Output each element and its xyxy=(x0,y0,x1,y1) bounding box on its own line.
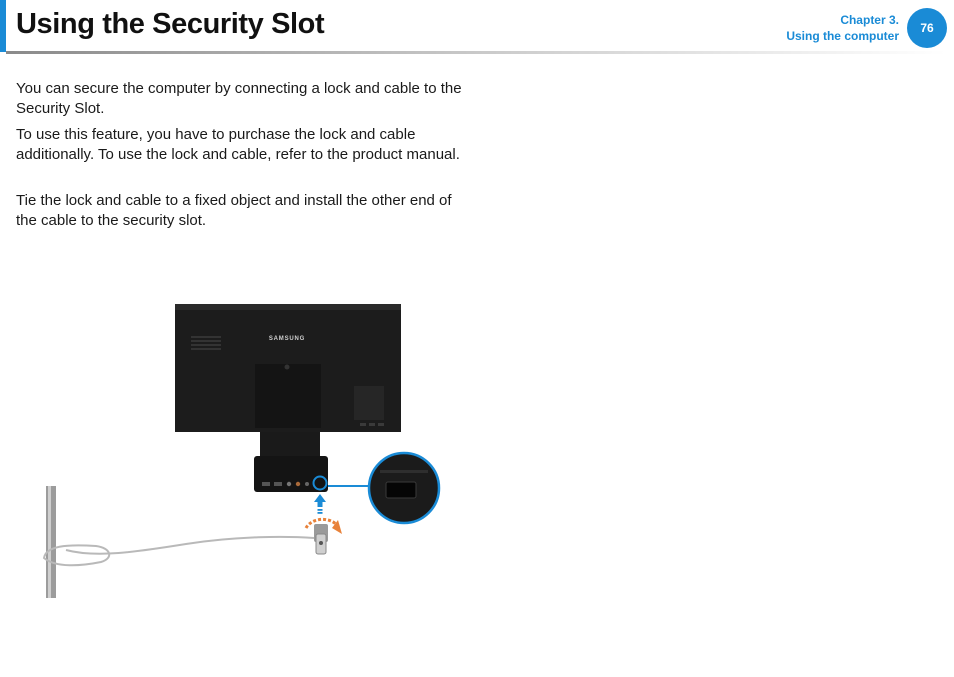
header-accent-bar xyxy=(0,0,6,52)
monitor-rear-view xyxy=(175,304,401,432)
monitor-stand xyxy=(254,432,328,492)
paragraph-intro: You can secure the computer by connecting a lock and cable to the Security Slot. xyxy=(16,80,462,117)
insert-arrow-icon xyxy=(314,494,326,514)
page-title: Using the Security Slot xyxy=(16,8,325,40)
brand-logo-text: SAMSUNG xyxy=(268,336,306,342)
header-divider xyxy=(6,51,946,54)
security-slot-illustration xyxy=(36,296,456,602)
fixed-pole xyxy=(46,486,56,598)
chapter-info xyxy=(786,12,899,44)
body-text xyxy=(16,79,476,237)
cable-lock xyxy=(314,524,328,554)
chapter-name: Using the computer xyxy=(786,29,899,43)
page-number-badge: 76 xyxy=(907,8,947,48)
paragraph-purchase: To use this feature, you have to purchase the lock and cable additionally. To use the lock and cable, refer to the product manual. xyxy=(16,126,460,163)
chapter-label: Chapter 3. xyxy=(840,13,899,27)
paragraph-instruction: Tie the lock and cable to a fixed object and install the other end of the cable to the security slot. xyxy=(16,192,452,229)
page-header xyxy=(0,0,954,56)
security-cable xyxy=(44,537,314,565)
security-slot-zoom-view xyxy=(369,453,439,523)
